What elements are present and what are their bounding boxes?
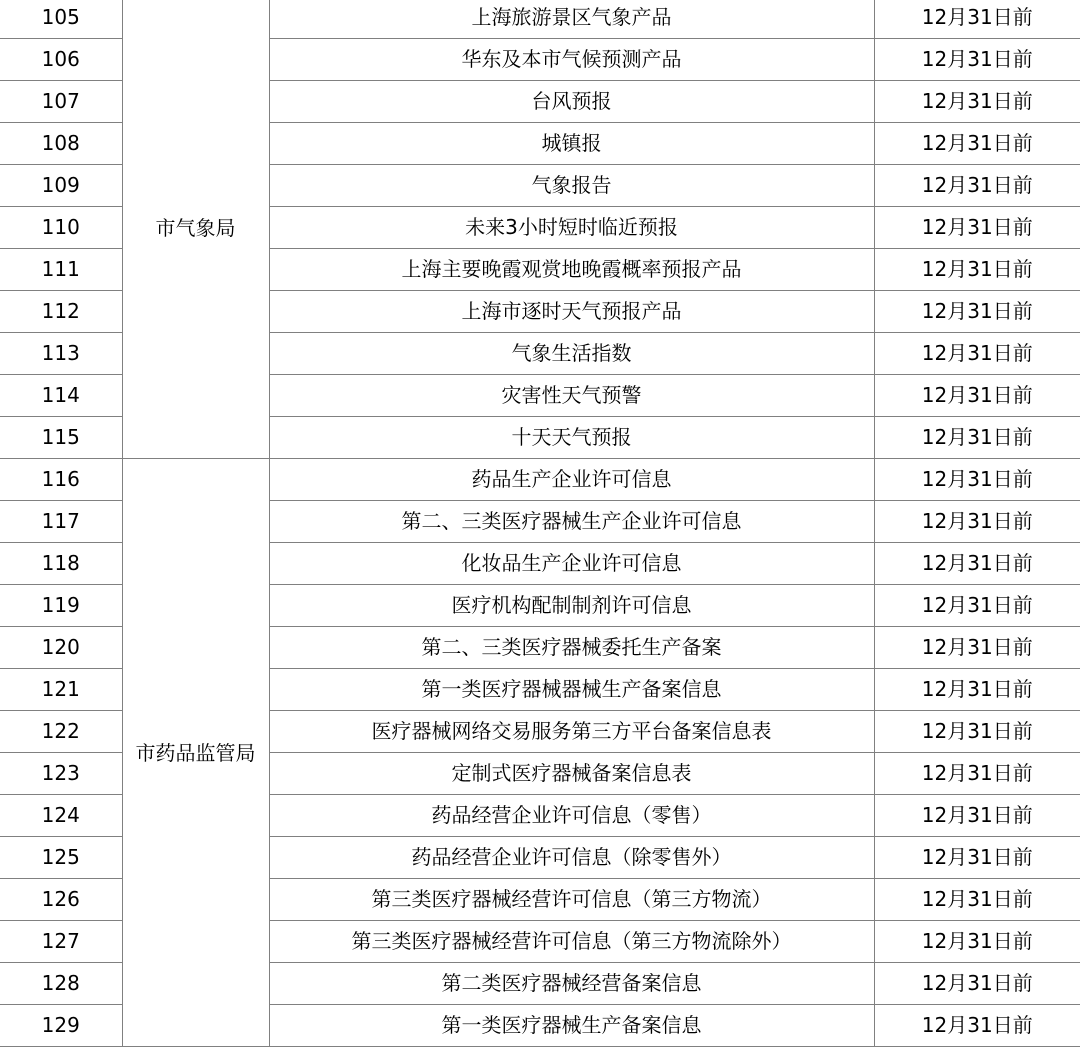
row-number-cell: 112 <box>0 291 122 333</box>
item-name-cell: 未来3小时短时临近预报 <box>269 207 874 249</box>
row-number-cell: 117 <box>0 501 122 543</box>
deadline-cell: 12月31日前 <box>874 81 1080 123</box>
row-number-cell: 111 <box>0 249 122 291</box>
row-number-cell: 105 <box>0 0 122 39</box>
deadline-cell: 12月31日前 <box>874 669 1080 711</box>
department-cell: 市药品监管局 <box>122 459 269 1047</box>
deadline-cell: 12月31日前 <box>874 753 1080 795</box>
row-number-cell: 113 <box>0 333 122 375</box>
deadline-cell: 12月31日前 <box>874 417 1080 459</box>
row-number-cell: 129 <box>0 1005 122 1047</box>
row-number-cell: 110 <box>0 207 122 249</box>
item-name-cell: 定制式医疗器械备案信息表 <box>269 753 874 795</box>
item-name-cell: 上海主要晚霞观赏地晚霞概率预报产品 <box>269 249 874 291</box>
deadline-cell: 12月31日前 <box>874 963 1080 1005</box>
deadline-cell: 12月31日前 <box>874 459 1080 501</box>
item-name-cell: 城镇报 <box>269 123 874 165</box>
deadline-cell: 12月31日前 <box>874 837 1080 879</box>
deadline-cell: 12月31日前 <box>874 543 1080 585</box>
row-number-cell: 124 <box>0 795 122 837</box>
row-number-cell: 108 <box>0 123 122 165</box>
item-name-cell: 第二、三类医疗器械生产企业许可信息 <box>269 501 874 543</box>
item-name-cell: 医疗器械网络交易服务第三方平台备案信息表 <box>269 711 874 753</box>
deadline-cell: 12月31日前 <box>874 249 1080 291</box>
department-cell: 市气象局 <box>122 0 269 459</box>
row-number-cell: 128 <box>0 963 122 1005</box>
row-number-cell: 109 <box>0 165 122 207</box>
item-name-cell: 十天天气预报 <box>269 417 874 459</box>
row-number-cell: 120 <box>0 627 122 669</box>
item-name-cell: 药品经营企业许可信息（除零售外） <box>269 837 874 879</box>
deadline-cell: 12月31日前 <box>874 585 1080 627</box>
deadline-cell: 12月31日前 <box>874 123 1080 165</box>
deadline-cell: 12月31日前 <box>874 879 1080 921</box>
deadline-cell: 12月31日前 <box>874 375 1080 417</box>
deadline-cell: 12月31日前 <box>874 627 1080 669</box>
table-row <box>0 459 1080 501</box>
item-name-cell: 第三类医疗器械经营许可信息（第三方物流除外） <box>269 921 874 963</box>
deadline-cell: 12月31日前 <box>874 1005 1080 1047</box>
deadline-cell: 12月31日前 <box>874 501 1080 543</box>
item-name-cell: 第一类医疗器械生产备案信息 <box>269 1005 874 1047</box>
row-number-cell: 106 <box>0 39 122 81</box>
row-number-cell: 115 <box>0 417 122 459</box>
item-name-cell: 上海市逐时天气预报产品 <box>269 291 874 333</box>
item-name-cell: 华东及本市气候预测产品 <box>269 39 874 81</box>
item-name-cell: 气象报告 <box>269 165 874 207</box>
deadline-cell: 12月31日前 <box>874 711 1080 753</box>
item-name-cell: 灾害性天气预警 <box>269 375 874 417</box>
row-number-cell: 121 <box>0 669 122 711</box>
deadline-cell: 12月31日前 <box>874 207 1080 249</box>
deadline-cell: 12月31日前 <box>874 795 1080 837</box>
item-name-cell: 医疗机构配制制剂许可信息 <box>269 585 874 627</box>
row-number-cell: 125 <box>0 837 122 879</box>
row-number-cell: 107 <box>0 81 122 123</box>
deadline-cell: 12月31日前 <box>874 291 1080 333</box>
row-number-cell: 118 <box>0 543 122 585</box>
item-name-cell: 化妆品生产企业许可信息 <box>269 543 874 585</box>
item-name-cell: 第二、三类医疗器械委托生产备案 <box>269 627 874 669</box>
item-name-cell: 第二类医疗器械经营备案信息 <box>269 963 874 1005</box>
item-name-cell: 气象生活指数 <box>269 333 874 375</box>
table-row <box>0 0 1080 39</box>
deadline-cell: 12月31日前 <box>874 921 1080 963</box>
item-name-cell: 第一类医疗器械器械生产备案信息 <box>269 669 874 711</box>
row-number-cell: 114 <box>0 375 122 417</box>
item-name-cell: 药品生产企业许可信息 <box>269 459 874 501</box>
deadline-cell: 12月31日前 <box>874 39 1080 81</box>
item-name-cell: 台风预报 <box>269 81 874 123</box>
row-number-cell: 122 <box>0 711 122 753</box>
deadline-cell: 12月31日前 <box>874 333 1080 375</box>
item-name-cell: 药品经营企业许可信息（零售） <box>269 795 874 837</box>
row-number-cell: 127 <box>0 921 122 963</box>
item-name-cell: 上海旅游景区气象产品 <box>269 0 874 39</box>
row-number-cell: 126 <box>0 879 122 921</box>
deadline-cell: 12月31日前 <box>874 0 1080 39</box>
item-name-cell: 第三类医疗器械经营许可信息（第三方物流） <box>269 879 874 921</box>
row-number-cell: 119 <box>0 585 122 627</box>
row-number-cell: 116 <box>0 459 122 501</box>
row-number-cell: 123 <box>0 753 122 795</box>
deadline-cell: 12月31日前 <box>874 165 1080 207</box>
